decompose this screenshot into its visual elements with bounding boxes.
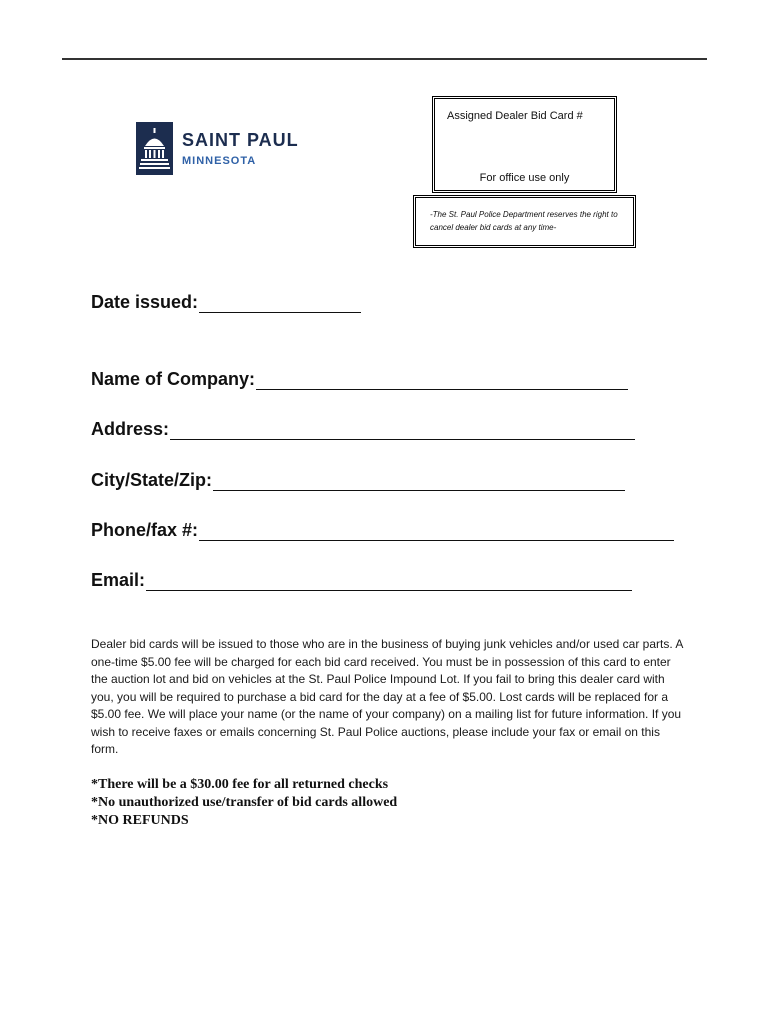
date-issued-field [91, 292, 361, 313]
rule-no-transfer: *No unauthorized use/transfer of bid cards allowed [91, 795, 398, 810]
logo-city-name: SAINT PAUL [182, 129, 299, 150]
bid-card-info-paragraph: Dealer bid cards will be issued to those who are in the business of buying junk vehicles and/or used car parts. A one-time $5.00 fee will be charged for each bid card received. You must be in possession of this card to enter the auction lot and bid on vehicles at the St. Paul Police Impound Lot. If you fail to bring this dealer card with you, you will be required to purchase a bid card for the day at a fee of $5.00. Lost cards will be replaced for a $5.00 fee. We will place your name (or the name of your company) on a mailing list for future information. If you wish to receive faxes or emails concerning St. Paul Police auctions, please include your fax or email on this form. [91, 637, 683, 756]
top-divider [62, 58, 707, 60]
email-blank[interactable] [146, 574, 632, 591]
saint-paul-logo [136, 122, 299, 175]
company-field [91, 369, 628, 390]
company-blank[interactable] [256, 373, 628, 390]
address-label: Address: [91, 419, 170, 439]
address-blank[interactable] [170, 423, 635, 440]
date-issued-label: Date issued: [91, 292, 199, 312]
rule-returned-checks: *There will be a $30.00 fee for all returned checks [91, 777, 389, 792]
rules-list [91, 776, 397, 830]
email-label: Email: [91, 570, 146, 590]
capitol-dome-icon [136, 122, 173, 175]
company-label: Name of Company: [91, 369, 256, 389]
rule-no-refunds: *NO REFUNDS [91, 813, 189, 828]
office-use-box [432, 96, 617, 193]
address-field [91, 419, 635, 440]
phone-fax-field [91, 520, 674, 541]
city-state-zip-blank[interactable] [213, 474, 625, 491]
bid-card-number-label: Assigned Dealer Bid Card # [447, 110, 583, 122]
date-issued-blank[interactable] [199, 296, 361, 313]
email-field [91, 570, 632, 591]
city-state-zip-label: City/State/Zip: [91, 470, 213, 490]
city-state-zip-field [91, 470, 625, 491]
office-use-note: For office use only [479, 172, 570, 184]
cancellation-notice: -The St. Paul Police Department reserves the right to cancel dealer bid cards at any time- [413, 195, 636, 248]
phone-fax-blank[interactable] [199, 524, 674, 541]
logo-state-name: MINNESOTA [182, 154, 257, 167]
phone-fax-label: Phone/fax #: [91, 520, 199, 540]
